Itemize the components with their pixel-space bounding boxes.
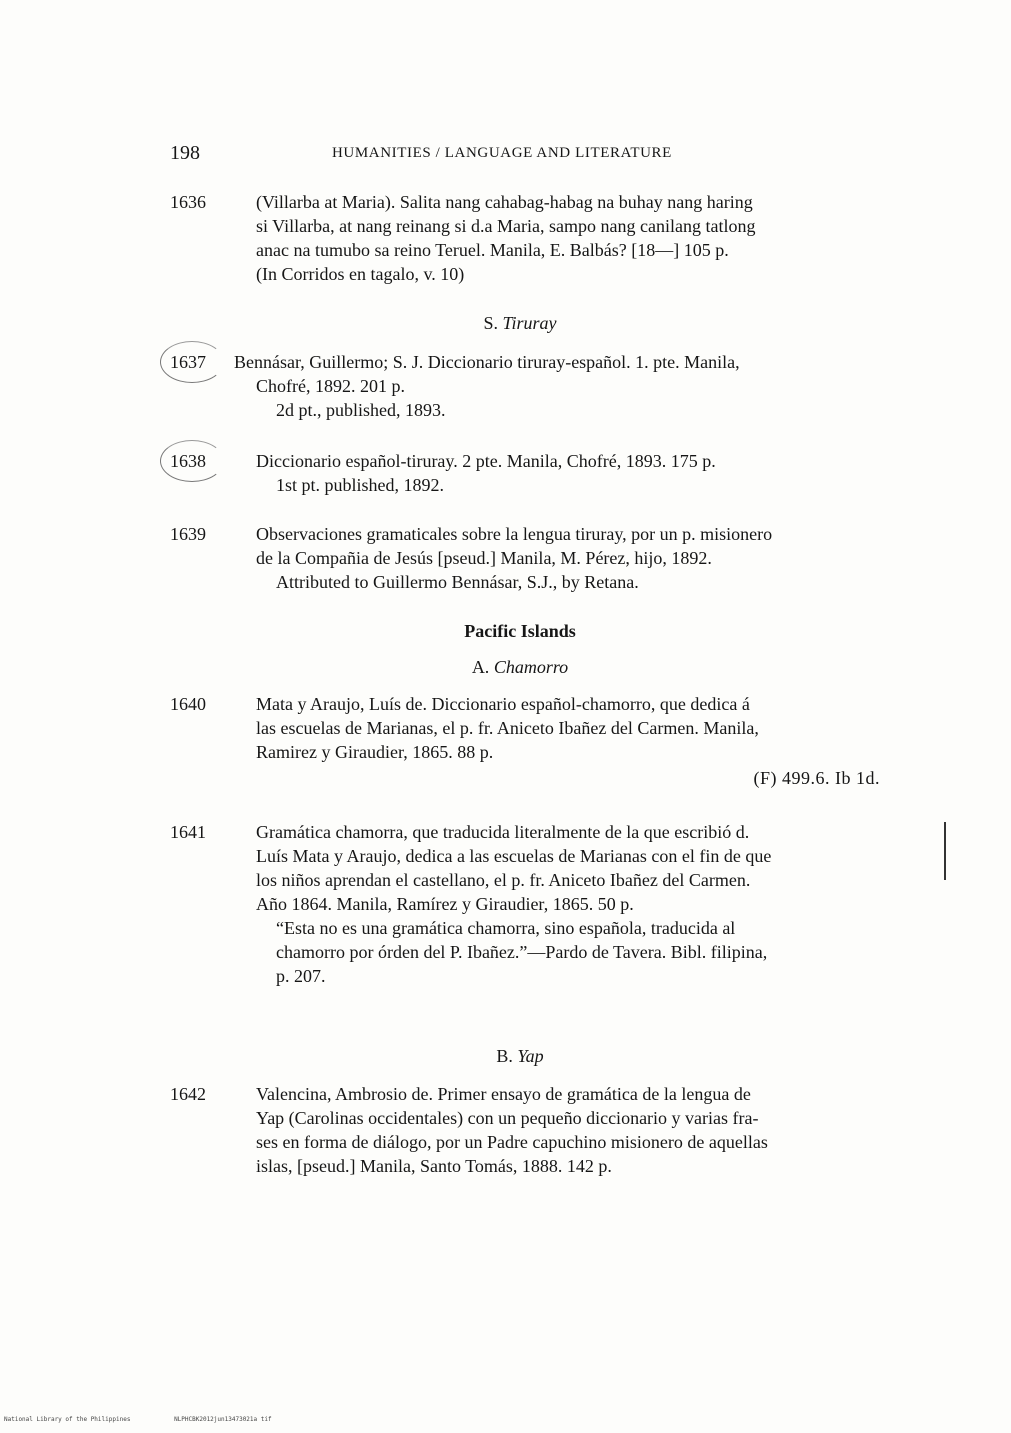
entry-note: 1st pt. published, 1892. [276, 475, 445, 495]
entry-line: Valencina, Ambrosio de. Primer ensayo de gramática de la lengua de [256, 1084, 751, 1104]
call-number: (F) 499.6. Ib 1d. [753, 768, 880, 788]
entry-line: de la Compañia de Jesús [pseud.] Manila, M. Pérez, hijo, 1892. [256, 548, 712, 568]
pencil-circle-mark [160, 440, 224, 482]
entry-number: 1639 [170, 524, 206, 544]
entry-line: anac na tumubo sa reino Teruel. Manila, E. Balbás? [18—] 105 p. [256, 240, 729, 260]
entry-line: Mata y Araujo, Luís de. Diccionario español-chamorro, que dedica á [256, 694, 750, 714]
entry-line: Bennásar, Guillermo; S. J. Diccionario tiruray-español. 1. pte. Manila, [234, 352, 740, 372]
heading-name: Chamorro [493, 657, 569, 677]
entry-line: Yap (Carolinas occidentales) con un pequeño diccionario y varias fra- [256, 1108, 759, 1128]
entry-1641 [170, 820, 880, 988]
entry-number [170, 350, 240, 374]
entry-1639 [170, 522, 880, 594]
circled-number: 1638 [170, 449, 206, 473]
running-head [170, 142, 870, 166]
footer-file-id: NLPHCBK2012jun13473021a tif [174, 1416, 272, 1423]
heading-letter: B. [496, 1046, 513, 1066]
heading-letter: S. [483, 313, 498, 333]
entry-line: Gramática chamorra, que traducida literalmente de la que escribió d. [256, 822, 750, 842]
entry-line: ses en forma de diálogo, por un Padre capuchino misionero de aquellas [256, 1132, 768, 1152]
entry-line: Diccionario español-tiruray. 2 pte. Manila, Chofré, 1893. 175 p. [256, 451, 716, 471]
entry-line: (Villarba at Maria). Salita nang cahabag-habag na buhay nang haring [256, 192, 753, 212]
section-heading-yap [170, 1046, 870, 1067]
entry-1638 [170, 449, 880, 497]
entry-number: 1642 [170, 1084, 206, 1104]
entry-1642 [170, 1082, 880, 1178]
entry-number [170, 449, 240, 473]
heading-name: Tiruray [502, 313, 557, 333]
entry-1637 [170, 350, 880, 422]
entry-line: Observaciones gramaticales sobre la lengua tiruray, por un p. misionero [256, 524, 773, 544]
margin-bar-mark [944, 822, 946, 880]
running-title: HUMANITIES / LANGUAGE AND LITERATURE [332, 145, 672, 161]
section-heading-pacific-islands: Pacific Islands [464, 621, 576, 641]
entry-line: si Villarba, at nang reinang si d.a Maria, sampo nang canilang tatlong [256, 216, 756, 236]
entry-note: “Esta no es una gramática chamorra, sino española, traducida al [276, 918, 736, 938]
circled-number: 1637 [170, 350, 206, 374]
heading-name: Yap [517, 1046, 544, 1066]
section-heading-tiruray [170, 313, 870, 334]
scan-footer [4, 1416, 312, 1423]
entry-1636 [170, 190, 880, 286]
entry-number: 1640 [170, 694, 206, 714]
section-heading-chamorro [170, 657, 870, 678]
footer-library: National Library of the Philippines [4, 1416, 131, 1423]
entry-note: chamorro por órden del P. Ibañez.”—Pardo de Tavera. Bibl. filipina, [276, 942, 768, 962]
entry-note: Attributed to Guillermo Bennásar, S.J., by Retana. [276, 572, 639, 592]
pencil-circle-mark [160, 341, 224, 383]
entry-line: (In Corridos en tagalo, v. 10) [256, 264, 465, 284]
heading-letter: A. [471, 657, 490, 677]
entry-number: 1641 [170, 822, 206, 842]
entry-line: Ramirez y Giraudier, 1865. 88 p. [256, 742, 494, 762]
entry-line: las escuelas de Marianas, el p. fr. Aniceto Ibañez del Carmen. Manila, [256, 718, 759, 738]
entry-note: 2d pt., published, 1893. [276, 400, 446, 420]
entry-number: 1636 [170, 192, 206, 212]
entry-line: Luís Mata y Araujo, dedica a las escuelas de Marianas con el fin de que [256, 846, 772, 866]
entry-line: Chofré, 1892. 201 p. [256, 376, 405, 396]
entry-note: p. 207. [276, 966, 326, 986]
entry-1640 [170, 692, 880, 790]
entry-line: islas, [pseud.] Manila, Santo Tomás, 1888. 142 p. [256, 1156, 612, 1176]
page-number: 198 [170, 142, 200, 164]
entry-line: los niños aprendan el castellano, el p. fr. Aniceto Ibañez del Carmen. [256, 870, 751, 890]
entry-line: Año 1864. Manila, Ramírez y Giraudier, 1865. 50 p. [256, 894, 634, 914]
